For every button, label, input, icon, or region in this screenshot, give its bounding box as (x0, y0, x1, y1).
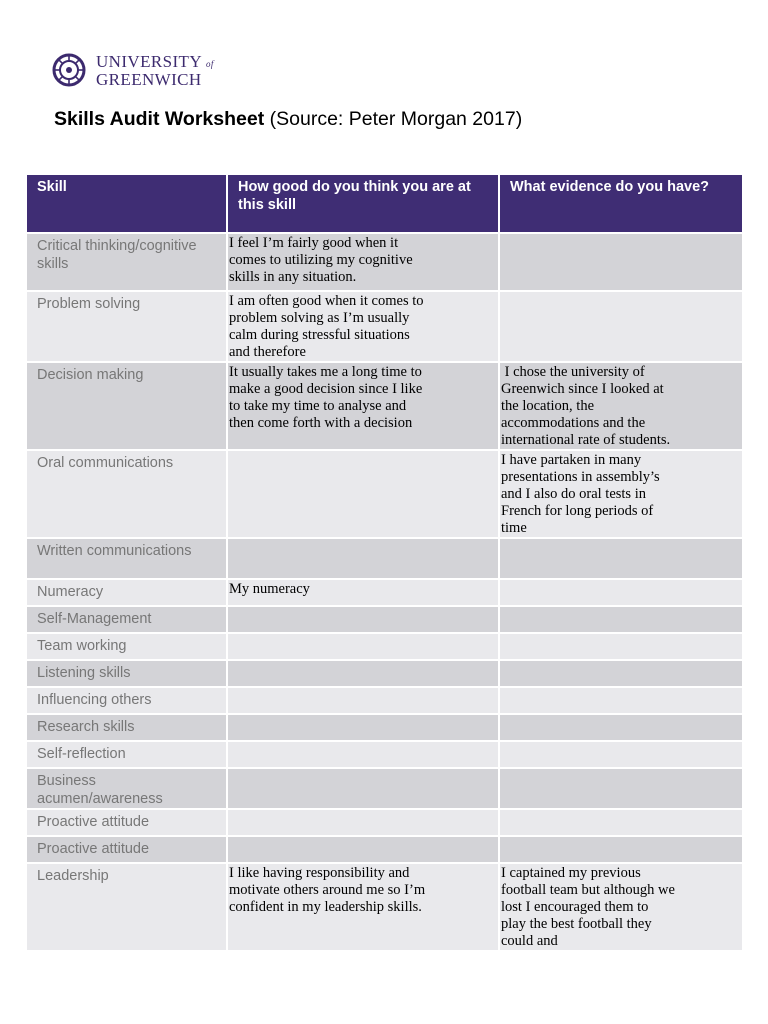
skill-cell: Decision making (27, 362, 227, 450)
evidence-cell[interactable] (499, 687, 742, 714)
skill-cell: Problem solving (27, 291, 227, 362)
skill-cell: Listening skills (27, 660, 227, 687)
page-title (54, 108, 522, 131)
table-row (27, 606, 742, 633)
skill-cell: Critical thinking/cognitive skills (27, 233, 227, 291)
skill-cell: Leadership (27, 863, 227, 950)
evidence-cell[interactable] (499, 768, 742, 809)
table-row (27, 687, 742, 714)
skill-cell: Oral communications (27, 450, 227, 538)
how-good-cell[interactable] (227, 633, 499, 660)
skill-cell: Written communications (27, 538, 227, 579)
how-good-cell[interactable] (227, 687, 499, 714)
table-row (27, 836, 742, 863)
how-good-cell[interactable]: My numeracy (227, 579, 499, 606)
how-good-cell[interactable] (227, 450, 499, 538)
table-row (27, 741, 742, 768)
skill-cell: Self-Management (27, 606, 227, 633)
evidence-cell[interactable] (499, 579, 742, 606)
table-row (27, 291, 742, 362)
how-good-cell[interactable]: It usually takes me a long time to make a good decision since I like to take my time to analyse and then come forth with a decision (227, 362, 499, 450)
header-skill: Skill (27, 175, 227, 233)
table-row (27, 362, 742, 450)
skill-cell: Research skills (27, 714, 227, 741)
evidence-cell[interactable] (499, 233, 742, 291)
table-row (27, 633, 742, 660)
university-crest-icon (50, 53, 88, 87)
table-row (27, 768, 742, 809)
table-row (27, 863, 742, 950)
table-row (27, 809, 742, 836)
evidence-cell[interactable]: I have partaken in many presentations in assembly’s and I also do oral tests in French for long periods of time (499, 450, 742, 538)
skill-cell: Team working (27, 633, 227, 660)
how-good-cell[interactable] (227, 809, 499, 836)
header-how-good: How good do you think you are at this skill (227, 175, 499, 233)
skills-audit-table (27, 175, 742, 950)
skill-cell: Self-reflection (27, 741, 227, 768)
skill-cell: Business acumen/awareness (27, 768, 227, 809)
evidence-cell[interactable] (499, 291, 742, 362)
university-logo (50, 52, 214, 88)
how-good-cell[interactable]: I feel I’m fairly good when it comes to utilizing my cognitive skills in any situation. (227, 233, 499, 291)
evidence-cell[interactable] (499, 660, 742, 687)
logo-line1: UNIVERSITY (96, 51, 202, 71)
logo-line2: GREENWICH (96, 69, 202, 89)
table-row (27, 579, 742, 606)
how-good-cell[interactable] (227, 606, 499, 633)
title-bold: Skills Audit Worksheet (54, 108, 265, 130)
header-evidence: What evidence do you have? (499, 175, 742, 233)
evidence-cell[interactable]: I chose the university of Greenwich since I looked at the location, the accommodations and the international rate of students. (499, 362, 742, 450)
skill-cell: Numeracy (27, 579, 227, 606)
evidence-cell[interactable] (499, 606, 742, 633)
evidence-cell[interactable] (499, 809, 742, 836)
skill-cell: Influencing others (27, 687, 227, 714)
evidence-cell[interactable] (499, 538, 742, 579)
table-row (27, 233, 742, 291)
evidence-cell[interactable] (499, 633, 742, 660)
how-good-cell[interactable] (227, 660, 499, 687)
how-good-cell[interactable]: I am often good when it comes to problem solving as I’m usually calm during stressful situations and therefore (227, 291, 499, 362)
how-good-cell[interactable] (227, 538, 499, 579)
table-row (27, 538, 742, 579)
how-good-cell[interactable] (227, 741, 499, 768)
table-header-row (27, 175, 742, 233)
how-good-cell[interactable] (227, 714, 499, 741)
how-good-cell[interactable] (227, 768, 499, 809)
evidence-cell[interactable]: I captained my previous football team but although we lost I encouraged them to play the best football they could and (499, 863, 742, 950)
how-good-cell[interactable]: I like having responsibility and motivate others around me so I’m confident in my leadership skills. (227, 863, 499, 950)
university-wordmark (96, 51, 214, 89)
skill-cell: Proactive attitude (27, 809, 227, 836)
table-row (27, 450, 742, 538)
table-row (27, 660, 742, 687)
skill-cell: Proactive attitude (27, 836, 227, 863)
how-good-cell[interactable] (227, 836, 499, 863)
title-source: (Source: Peter Morgan 2017) (264, 108, 523, 130)
table-row (27, 714, 742, 741)
evidence-cell[interactable] (499, 741, 742, 768)
evidence-cell[interactable] (499, 714, 742, 741)
logo-of: of (206, 58, 214, 69)
evidence-cell[interactable] (499, 836, 742, 863)
